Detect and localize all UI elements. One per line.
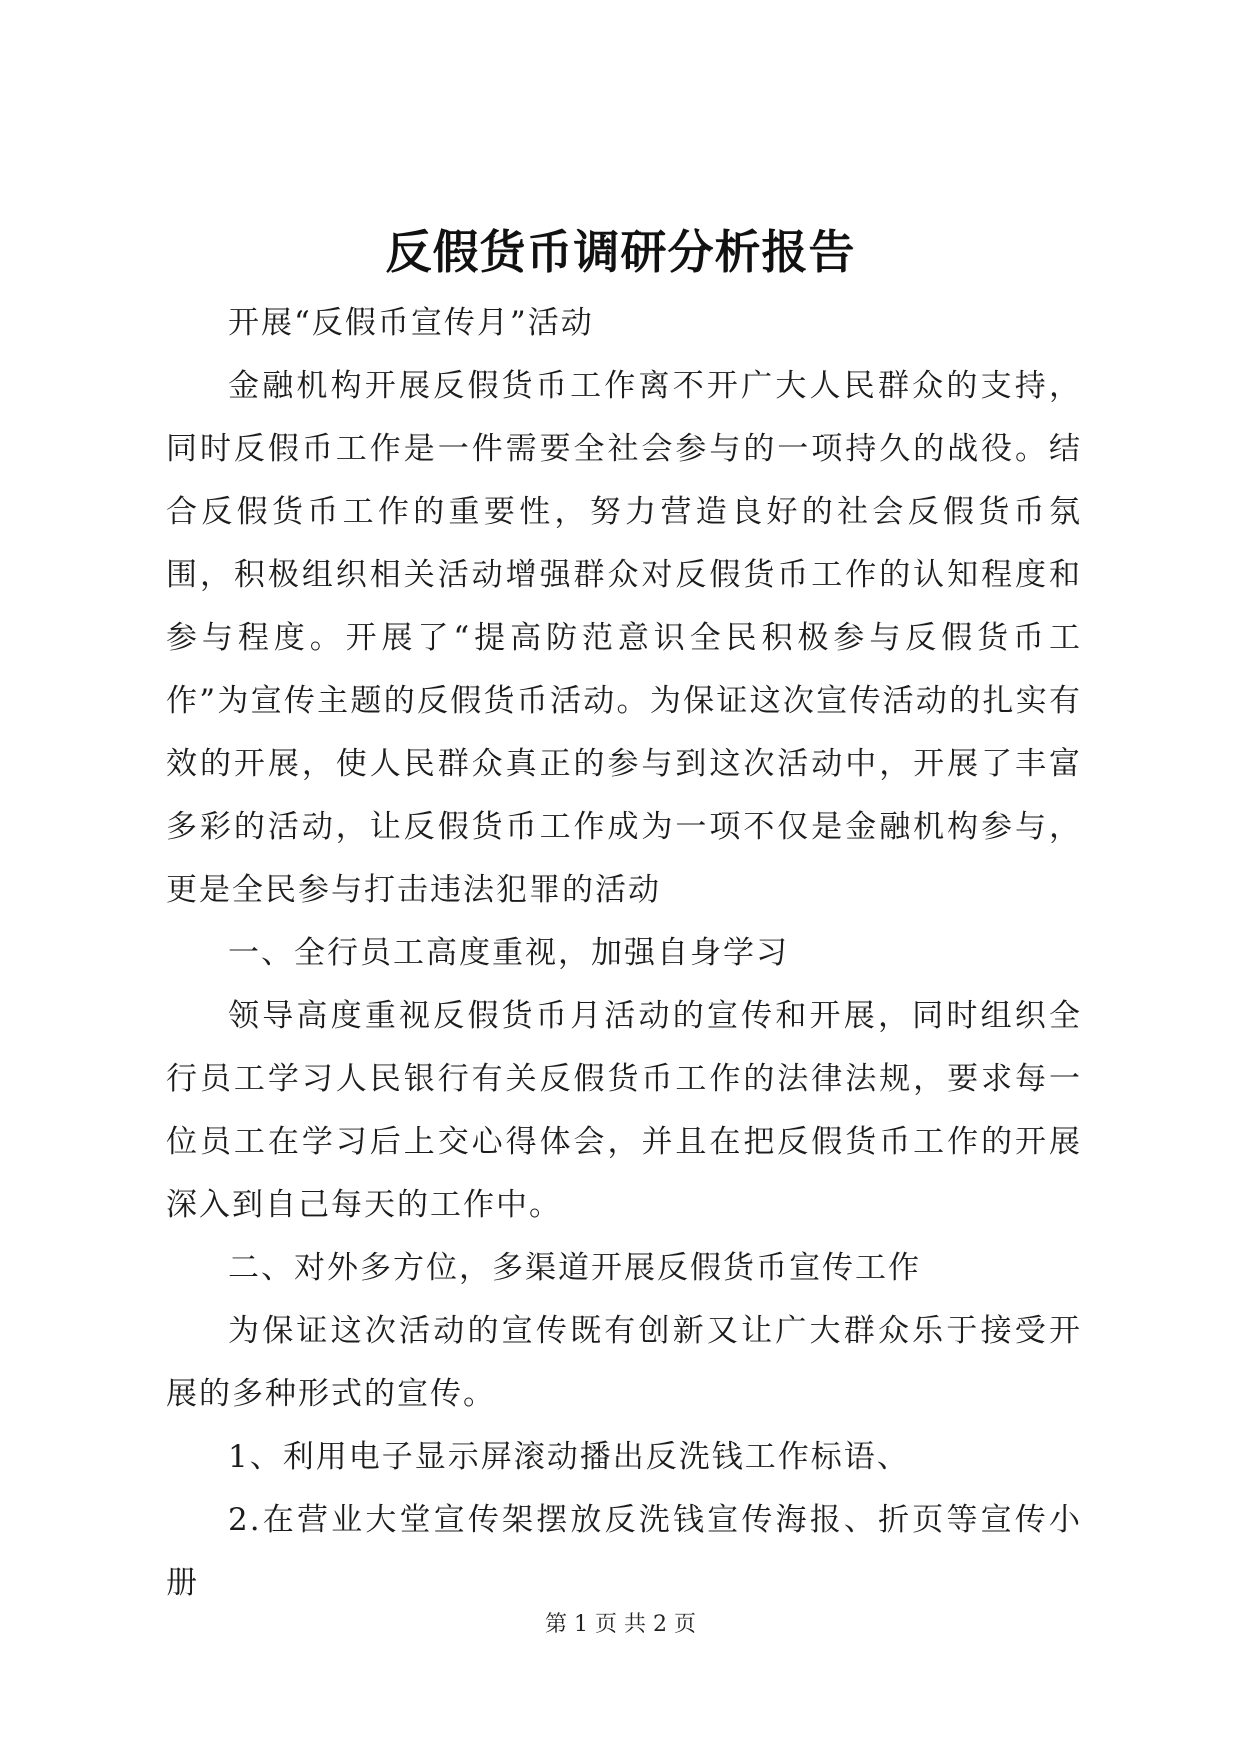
paragraph-section-1: 领导高度重视反假货币月活动的宣传和开展，同时组织全行员工学习人民银行有关反假货币工作的法律法规，要求每一位员工在学习后上交心得体会，并且在把反假货币工作的开展深入到自己每天的工作中。 (166, 998, 1082, 1223)
paragraph-section-2: 为保证这次活动的宣传既有创新又让广大群众乐于接受开展的多种形式的宣传。 (166, 1313, 1082, 1412)
page-footer: 第 1 页 共 2 页 (545, 1612, 696, 1637)
list-item-2: 2.在营业大堂宣传架摆放反洗钱宣传海报、折页等宣传小册 (166, 1502, 1082, 1601)
list-item-1: 1、利用电子显示屏滚动播出反洗钱工作标语、 (228, 1439, 910, 1475)
document-body (166, 292, 1082, 1615)
paragraph-intro: 金融机构开展反假货币工作离不开广大人民群众的支持，同时反假币工作是一件需要全社会参与的一项持久的战役。结合反假货币工作的重要性，努力营造良好的社会反假货币氛围，积极组织相关活动增强群众对反假货币工作的认知程度和参与程度。开展了“提高防范意识全民积极参与反假货币工作”为宣传主题的反假货币活动。为保证这次宣传活动的扎实有效的开展，使人民群众真正的参与到这次活动中，开展了丰富多彩的活动，让反假货币工作成为一项不仅是金融机构参与，更是全民参与打击违法犯罪的活动 (166, 368, 1082, 908)
paragraph-activity-heading: 开展“反假币宣传月”活动 (228, 305, 594, 341)
section-heading-2: 二、对外多方位，多渠道开展反假货币宣传工作 (228, 1250, 921, 1286)
section-heading-1: 一、全行员工高度重视，加强自身学习 (228, 935, 789, 971)
document-title: 反假货币调研分析报告 (385, 225, 856, 279)
